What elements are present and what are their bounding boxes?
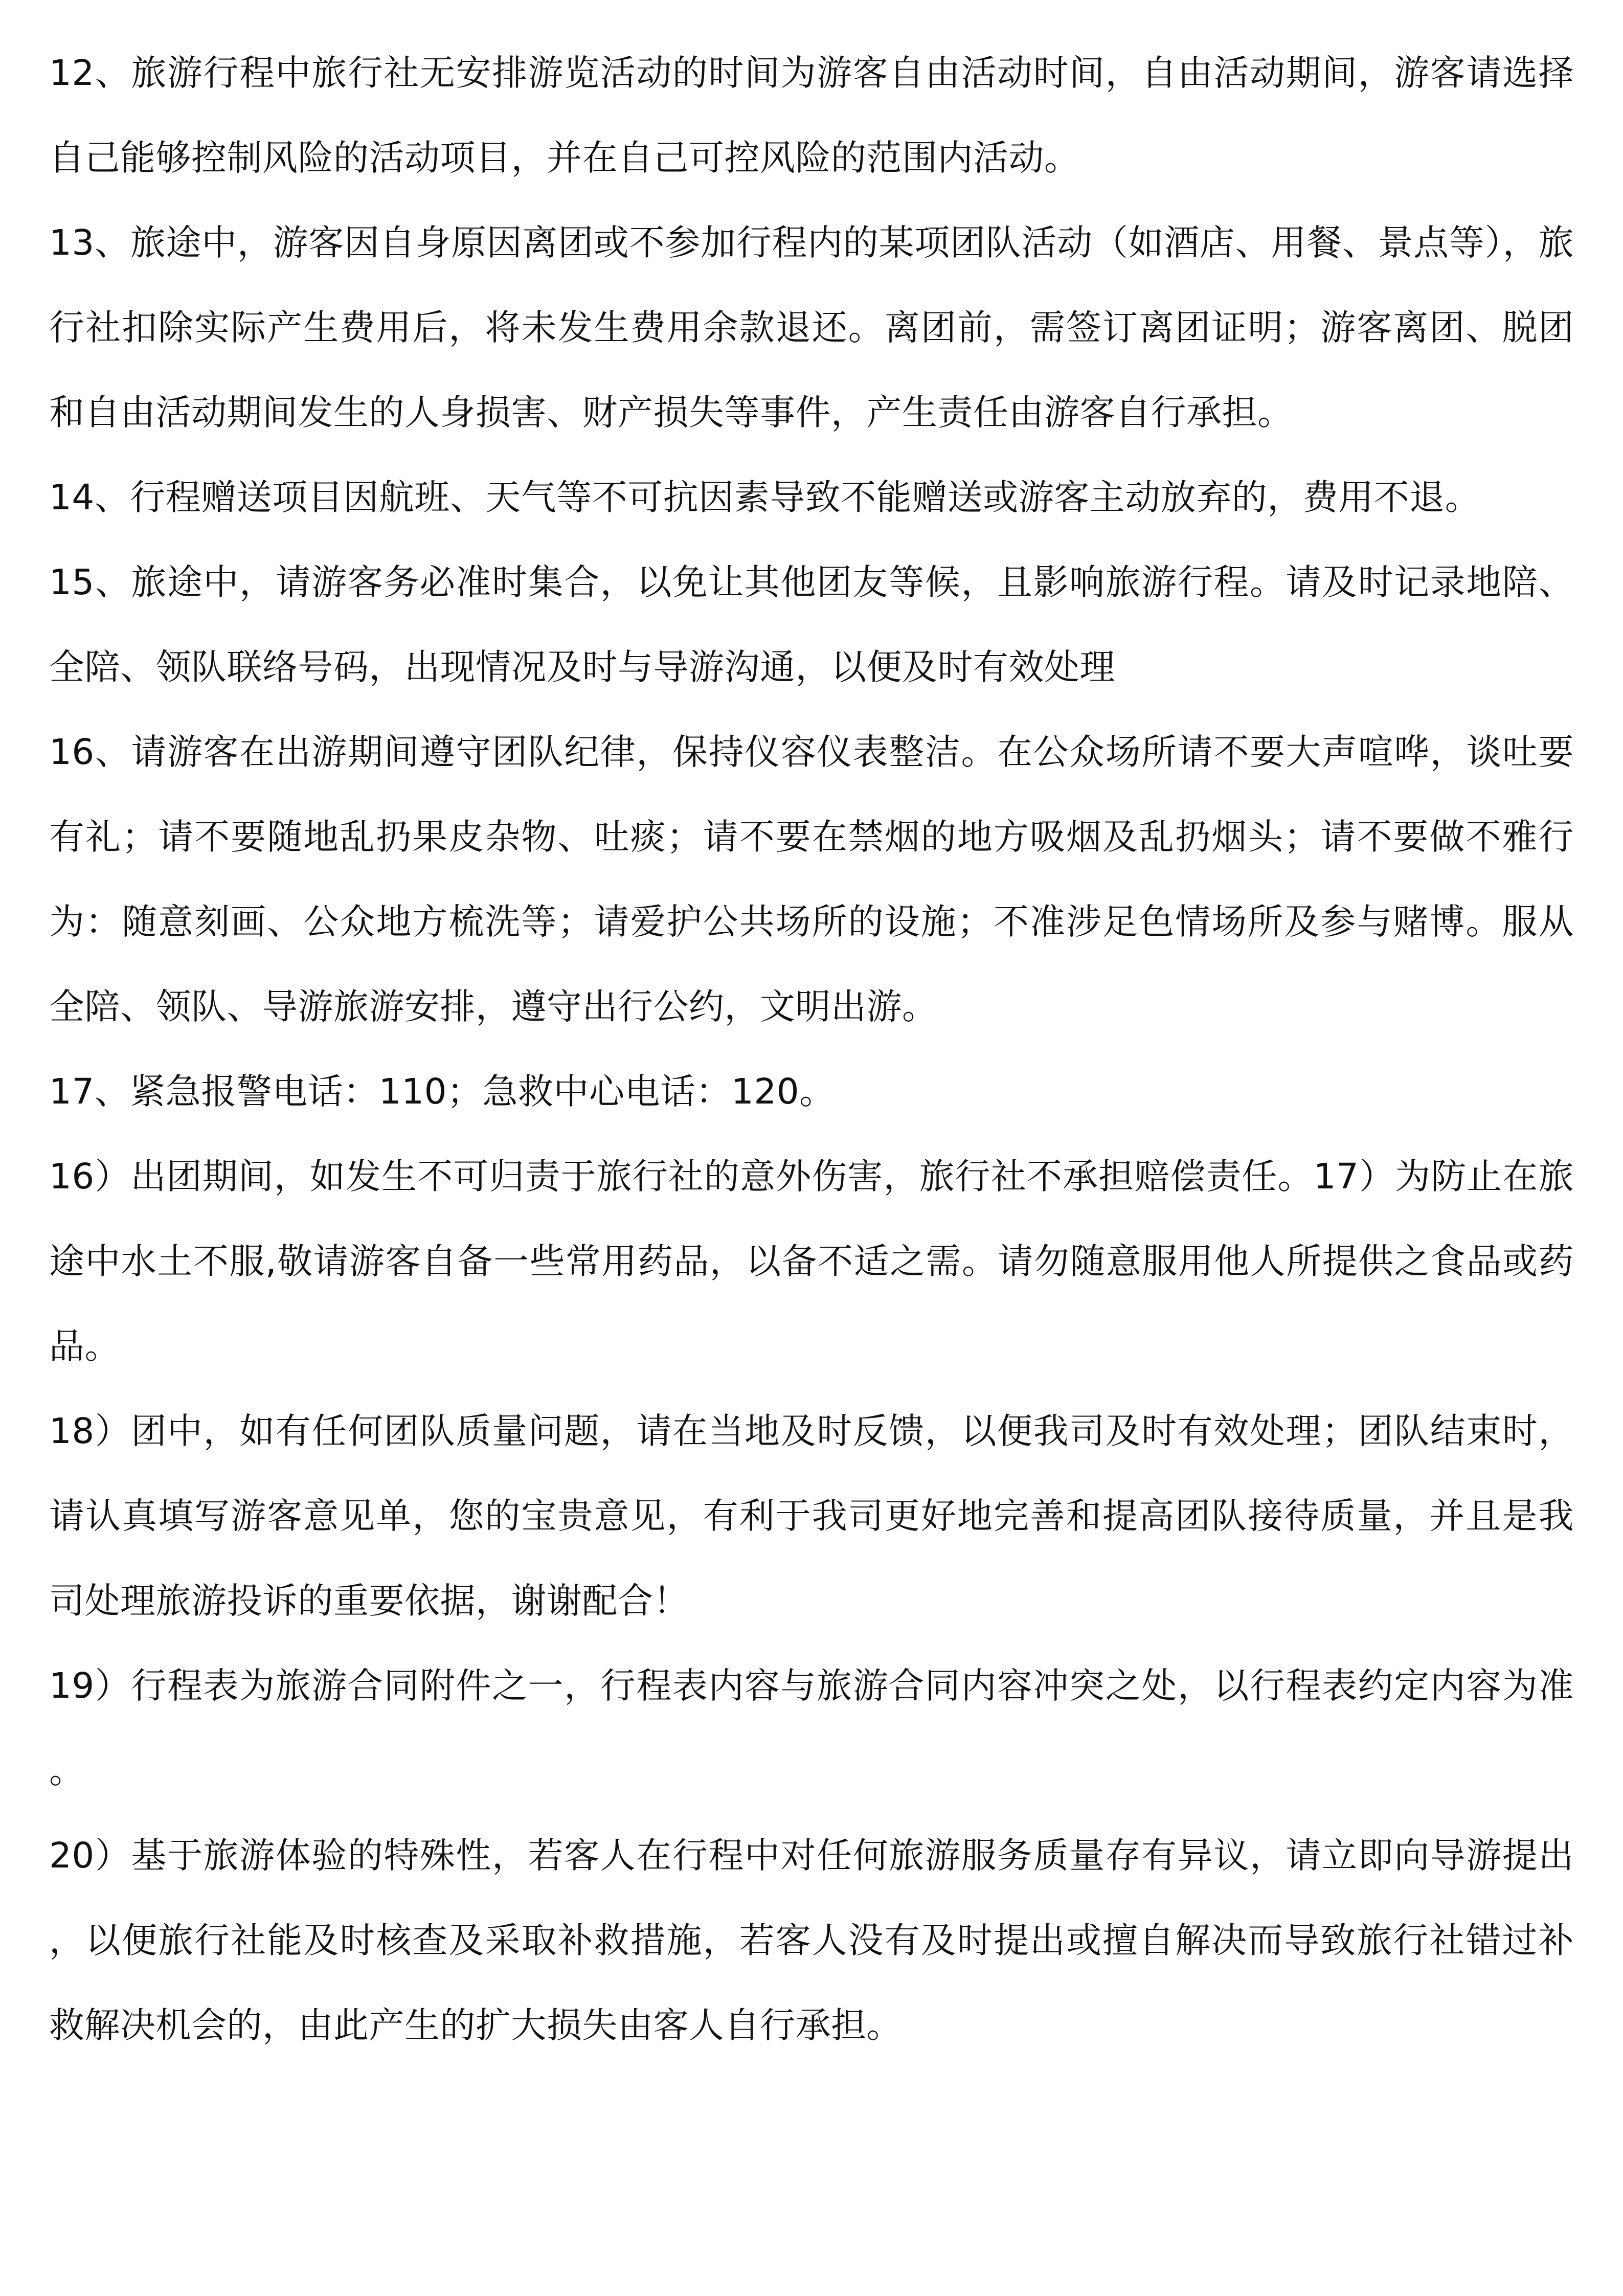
- paragraph-item-14: 14、行程赠送项目因航班、天气等不可抗因素导致不能赠送或游客主动放弃的，费用不退。: [49, 477, 1481, 518]
- paragraph-item-12: 12、旅游行程中旅行社无安排游览活动的时间为游客自由活动时间，自由活动期间，游客请选择自己能够控制风险的活动项目，并在自己可控风险的范围内活动。: [49, 53, 1574, 178]
- paragraph-item-18: 18）团中，如有任何团队质量问题，请在当地及时反馈，以便我司及时有效处理；团队结束时，请认真填写游客意见单，您的宝贵意见，有利于我司更好地完善和提高团队接待质量，并且是我司处理旅游投诉的重要依据，谢谢配合！: [49, 1411, 1574, 1622]
- paragraph-item-13: 13、旅途中，游客因自身原因离团或不参加行程内的某项团队活动（如酒店、用餐、景点等），旅行社扣除实际产生费用后，将未发生费用余款退还。离团前，需签订离团证明；游客离团、脱团和自由活动期间发生的人身损害、财产损失等事件，产生责任由游客自行承担。: [49, 222, 1574, 433]
- paragraph-item-15: 15、旅途中，请游客务必准时集合，以免让其他团友等候，且影响旅游行程。请及时记录地陪、全陪、领队联络号码，出现情况及时与导游沟通，以便及时有效处理: [49, 562, 1574, 688]
- paragraph-item-19: 19）行程表为旅游合同附件之一，行程表内容与旅游合同内容冲突之处，以行程表约定内容为准。: [49, 1665, 1574, 1791]
- paragraph-item-20: 20）基于旅游体验的特殊性，若客人在行程中对任何旅游服务质量存有异议，请立即向导游提出，以便旅行社能及时核查及采取补救措施，若客人没有及时提出或擅自解决而导致旅行社错过补救解决机会的，由此产生的扩大损失由客人自行承担。: [49, 1835, 1574, 2046]
- paragraph-item-16-17-notes: 16）出团期间，如发生不可归责于旅行社的意外伤害，旅行社不承担赔偿责任。17）为防止在旅途中水土不服,敬请游客自备一些常用药品，以备不适之需。请勿随意服用他人所提供之食品或药品。: [49, 1156, 1574, 1367]
- document-page: [49, 31, 1574, 2068]
- paragraph-item-16: 16、请游客在出游期间遵守团队纪律，保持仪容仪表整洁。在公众场所请不要大声喧哗，谈吐要有礼；请不要随地乱扔果皮杂物、吐痰；请不要在禁烟的地方吸烟及乱扔烟头；请不要做不雅行为：随意刻画、公众地方梳洗等；请爱护公共场所的设施；不准涉足色情场所及参与赌博。服从全陪、领队、导游旅游安排，遵守出行公约，文明出游。: [49, 732, 1574, 1027]
- paragraph-item-17: 17、紧急报警电话：110；急救中心电话：120。: [49, 1071, 835, 1112]
